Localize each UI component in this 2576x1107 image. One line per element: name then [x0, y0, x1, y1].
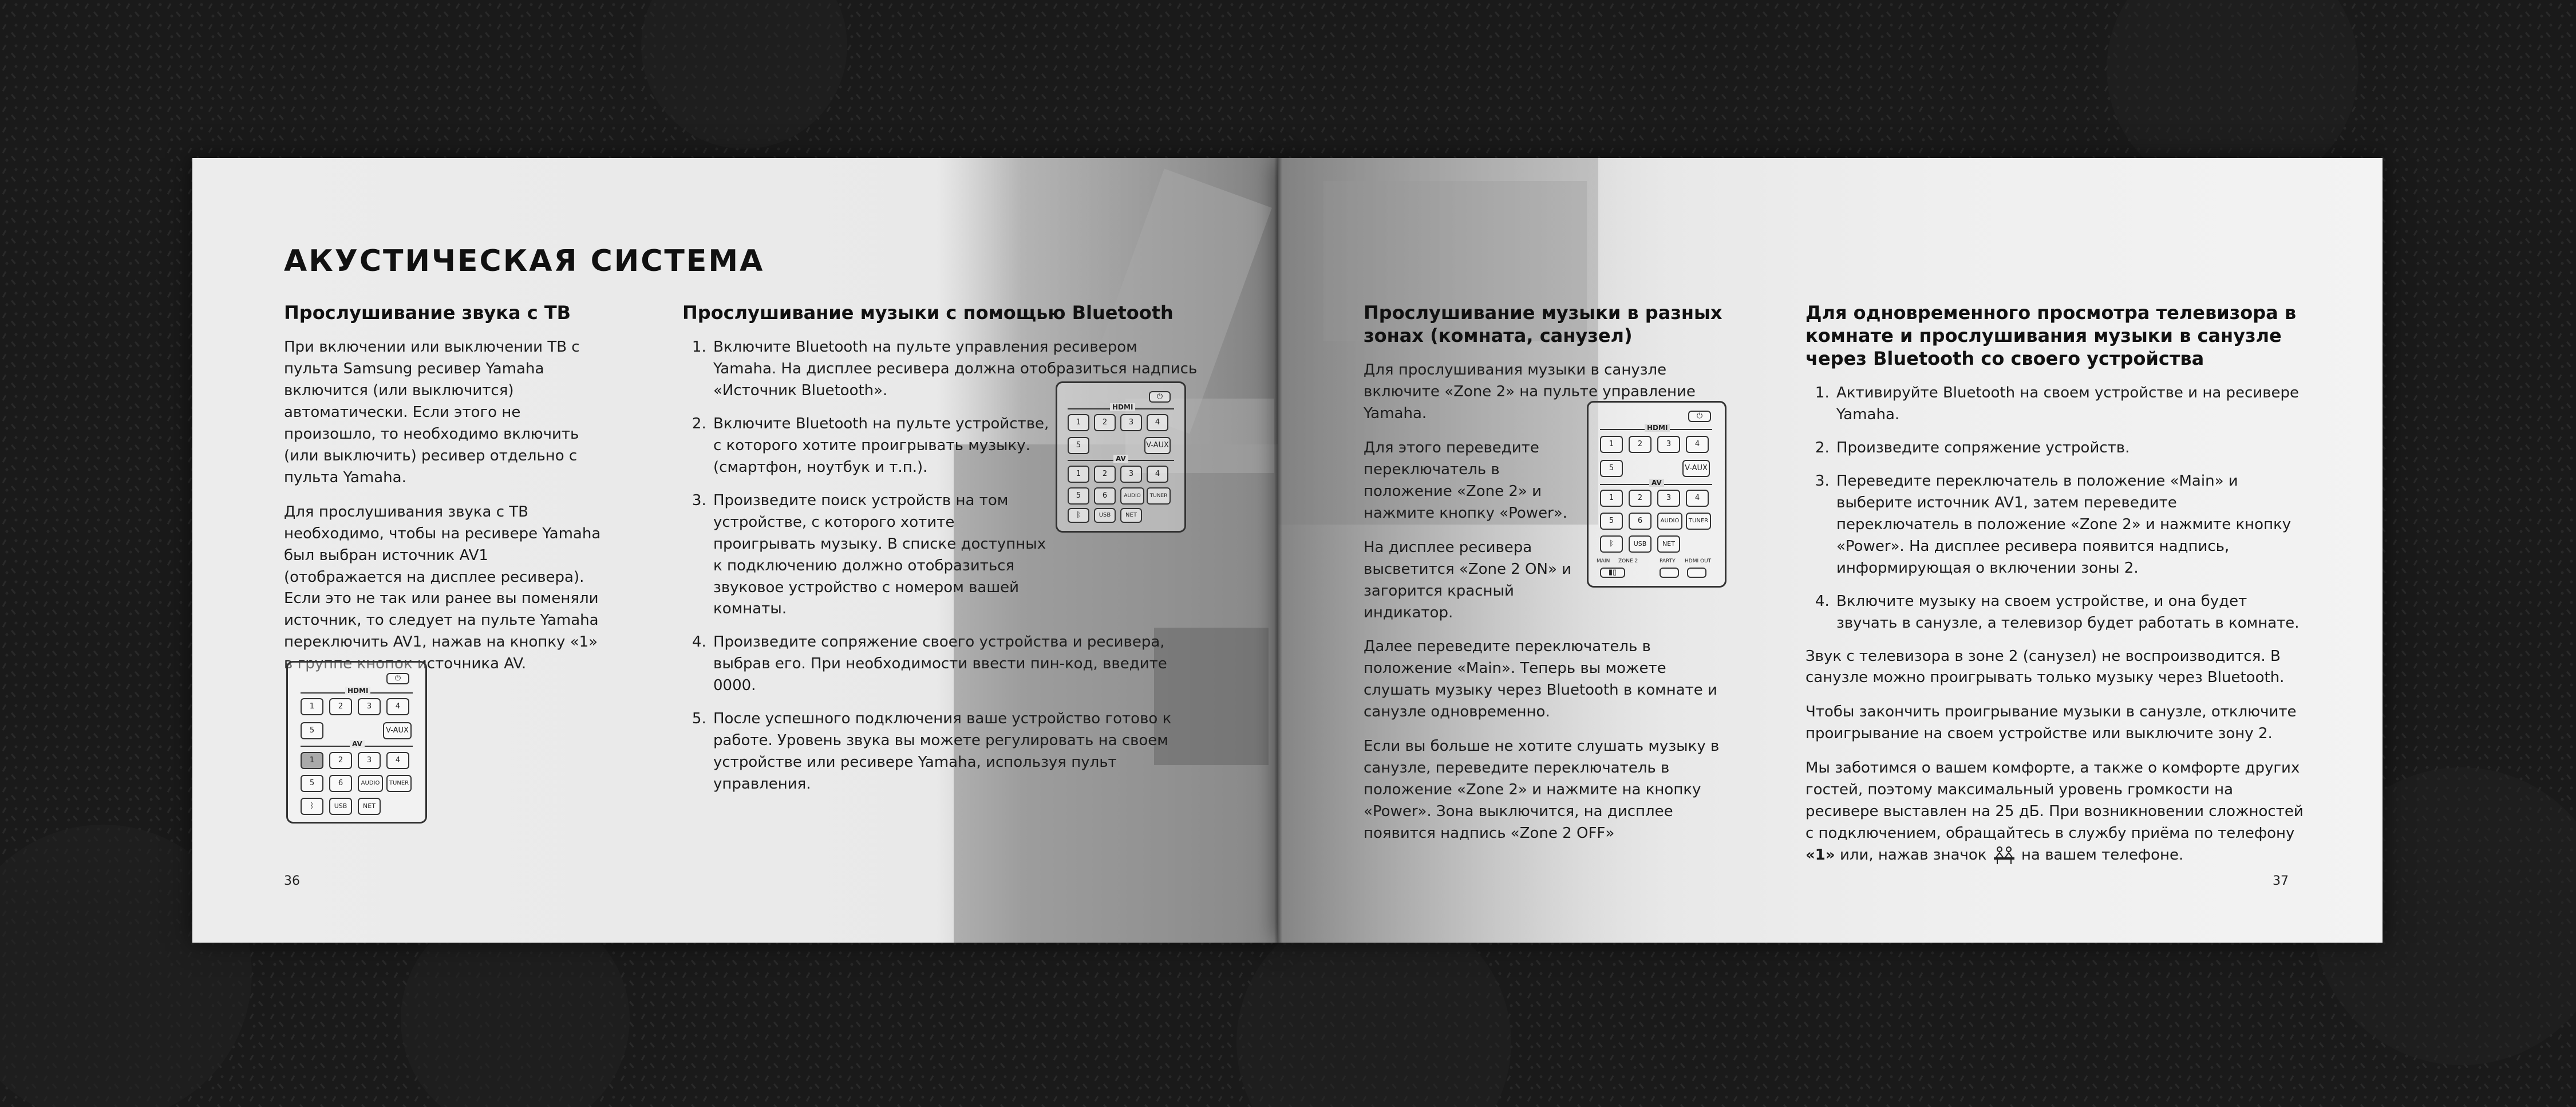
- list-item: 1. Активируйте Bluetooth на своем устройстве и на ресивере Yamaha.: [1834, 383, 2304, 426]
- remote-hdmi-label: HDMI: [1645, 424, 1670, 432]
- remote-key: 6: [1629, 513, 1652, 530]
- remote-key: 3: [358, 752, 381, 769]
- remote-key: 5: [301, 775, 323, 792]
- remote-av-label: AV: [350, 740, 365, 748]
- zone-switch: ▮▯: [1600, 568, 1625, 578]
- remote-key: 4: [1686, 436, 1709, 453]
- remote-key: 3: [1120, 414, 1142, 431]
- remote-illustration: [286, 661, 427, 824]
- remote-key: 1: [1600, 490, 1623, 507]
- tv-sound-paragraph: При включении или выключении ТВ с пульта Samsung ресивер Yamaha включится (или выключится) автоматически. Если этого не произошло, то необходимо включить (или выключить) ресивер отдельно с пульта Yamaha.: [284, 338, 580, 486]
- remote-hdmi-label: HDMI: [1110, 403, 1135, 411]
- zone-label: PARTY: [1660, 558, 1676, 564]
- comfort-note: Мы заботимся о вашем комфорте, а также о комфорте других гостей, поэтому максимальный уровень громкости на ресивере выставлен на 25 дБ. При возникновении сложностей с подключением, обращайтесь в службу приёма по телефону «1» или, нажав значок на вашем телефоне.: [1805, 758, 2304, 866]
- remote-key: 2: [1094, 414, 1116, 431]
- zones-paragraph: Если вы больше не хотите слушать музыку в санузле, переведите переключатель в положение «Zone 2» и нажмите на кнопку «Power». Зона выключится, на дисплее появится надпись «Zone 2 OFF»: [1364, 738, 1720, 842]
- remote-key: 4: [386, 752, 409, 769]
- remote-key: 4: [1686, 490, 1709, 507]
- remote-key: USB: [329, 798, 352, 815]
- list-item: 1. Включите Bluetooth на пульте управления ресивером Yamaha. На дисплее ресивера должна отобразиться надпись «Источник Bluetooth».: [711, 337, 1200, 402]
- remote-key: 6: [329, 775, 352, 792]
- bluetooth-heading: Прослушивание музыки с помощью Bluetooth: [682, 302, 1174, 324]
- remote-illustration: [1056, 381, 1186, 533]
- remote-key: 2: [1629, 490, 1652, 507]
- remote-illustration: [1587, 401, 1726, 588]
- remote-power-button: ⏻: [1149, 391, 1171, 403]
- book-gutter: [1274, 158, 1282, 943]
- page-number: 37: [2273, 874, 2289, 888]
- remote-vaux-key: V-AUX: [1144, 437, 1171, 454]
- remote-power-button: ⏻: [1688, 411, 1711, 422]
- remote-key: 5: [1068, 437, 1089, 454]
- bluetooth-icon: ᛒ: [1600, 535, 1623, 553]
- remote-key: 5: [1600, 513, 1623, 530]
- remote-key: 1: [1068, 466, 1089, 483]
- hdmi-out-button: [1687, 568, 1706, 578]
- tv-sound-heading: Прослушивание звука с ТВ: [284, 302, 571, 324]
- reception-icon: [1992, 846, 2017, 865]
- remote-key: 2: [329, 698, 352, 715]
- simultaneous-section: [1805, 301, 2304, 879]
- remote-key: AUDIO: [1657, 513, 1682, 530]
- remote-key: 3: [1657, 436, 1680, 453]
- tv-sound-paragraph: Для прослушивания звука с ТВ необходимо, чтобы на ресивере Yamaha был выбран источник AV1 (отображается на дисплее ресивера). Если это не так или ранее вы поменяли источник, то следует на пульте Yamaha переключить AV1, нажав на кнопку «1» в группе кнопок источника AV.: [284, 503, 601, 673]
- list-item: 3. Переведите переключатель в положение «Main» и выберите источник AV1, затем переведите переключатель в положение «Zone 2» и нажмите кнопку «Power». На дисплее ресивера появится надпись, информирующая о включении зоны 2.: [1834, 471, 2304, 580]
- simultaneous-steps: [1805, 383, 2304, 635]
- remote-key: NET: [1657, 535, 1680, 553]
- remote-key: AUDIO: [1120, 487, 1144, 505]
- bluetooth-icon: ᛒ: [301, 798, 323, 815]
- list-item: 2. Включите Bluetooth на пульте устройстве, с которого хотите проигрывать музыку. (смартфон, ноутбук и т.п.).: [711, 413, 1057, 479]
- page-number: 36: [284, 874, 300, 888]
- remote-key: 1: [1068, 414, 1089, 431]
- remote-vaux-key: V-AUX: [383, 722, 412, 739]
- remote-key: NET: [1120, 508, 1142, 523]
- zone-label: HDMI OUT: [1685, 558, 1712, 564]
- note-paragraph: Чтобы закончить проигрывание музыки в санузле, отключите проигрывание на своем устройстве или выключите зону 2.: [1805, 703, 2297, 743]
- remote-key: 2: [1629, 436, 1652, 453]
- note-paragraph: Звук с телевизора в зоне 2 (санузел) не воспроизводится. В санузле можно проигрывать только музыку через Bluetooth.: [1805, 647, 2285, 687]
- remote-key: 5: [1068, 487, 1089, 505]
- list-item: 3. Произведите поиск устройств на том устройстве, с которого хотите проигрывать музыку. В списке доступных к подключению должно отобразиться звуковое устройство с номером вашей комнаты.: [711, 490, 1057, 621]
- remote-key: 3: [358, 698, 381, 715]
- remote-key: NET: [358, 798, 381, 815]
- bluetooth-icon: ᛒ: [1068, 508, 1089, 523]
- remote-key: USB: [1094, 508, 1116, 523]
- remote-power-button: ⏻: [386, 673, 409, 684]
- remote-key: TUNER: [386, 775, 412, 792]
- remote-key: 3: [1120, 466, 1142, 483]
- remote-hdmi-label: HDMI: [345, 687, 370, 695]
- tv-sound-section: [284, 301, 605, 688]
- remote-key: 5: [1600, 460, 1623, 477]
- remote-key-av1: 1: [301, 752, 323, 769]
- zone-label: ZONE 2: [1618, 558, 1638, 564]
- remote-key: 4: [1147, 414, 1168, 431]
- remote-key: TUNER: [1686, 513, 1711, 530]
- remote-key: 4: [1147, 466, 1168, 483]
- remote-key: 2: [329, 752, 352, 769]
- remote-av-label: AV: [1649, 479, 1664, 487]
- booklet-spread: [192, 158, 2383, 943]
- left-page: [192, 158, 1278, 943]
- remote-key: 2: [1094, 466, 1116, 483]
- zones-paragraph: Далее переведите переключатель в положение «Main». Теперь вы можете слушать музыку через Bluetooth в комнате и санузле одновременно.: [1364, 638, 1717, 721]
- remote-key: 3: [1657, 490, 1680, 507]
- bluetooth-section: [682, 301, 1198, 807]
- zones-paragraph: На дисплее ресивера высветится «Zone 2 ON» и загорится красный индикатор.: [1364, 538, 1572, 621]
- zones-paragraph: Для этого переведите переключатель в положение «Zone 2» и нажмите кнопку «Power».: [1364, 439, 1567, 522]
- list-item: 4. Включите музыку на своем устройстве, и она будет звучать в санузле, а телевизор будет работать в комнате.: [1834, 591, 2304, 635]
- list-item: 2. Произведите сопряжение устройств.: [1834, 438, 2304, 459]
- remote-key: TUNER: [1147, 487, 1171, 505]
- remote-key: USB: [1629, 535, 1652, 553]
- simultaneous-heading: Для одновременного просмотра телевизора в комнате и прослушивания музыки в санузле через Bluetooth со своего устройства: [1805, 302, 2297, 369]
- remote-key: AUDIO: [358, 775, 383, 792]
- remote-key: 6: [1094, 487, 1116, 505]
- remote-av-label: AV: [1113, 455, 1128, 463]
- party-button: [1660, 568, 1679, 578]
- remote-key: 1: [301, 698, 323, 715]
- zones-paragraph: Для прослушивания музыки в санузле включите «Zone 2» на пульте управление Yamaha.: [1364, 361, 1696, 422]
- page-title: АКУСТИЧЕСКАЯ СИСТЕМА: [284, 244, 765, 278]
- zones-heading: Прослушивание музыки в разных зонах (комната, санузел): [1364, 302, 1722, 346]
- remote-vaux-key: V-AUX: [1682, 460, 1710, 477]
- remote-key: 1: [1600, 436, 1623, 453]
- remote-key: 5: [301, 722, 323, 739]
- zone-label: MAIN: [1597, 558, 1610, 564]
- right-page: [1278, 158, 2383, 943]
- remote-key: 4: [386, 698, 409, 715]
- reception-phone-number: «1»: [1805, 846, 1835, 864]
- list-item: 4. Произведите сопряжение своего устройства и ресивера, выбрав его. При необходимости ввести пин-код, введите 0000.: [711, 632, 1200, 697]
- list-item: 5. После успешного подключения ваше устройство готово к работе. Уровень звука вы можете регулировать на своем устройстве или ресивере Yamaha, используя пульт управления.: [711, 708, 1200, 795]
